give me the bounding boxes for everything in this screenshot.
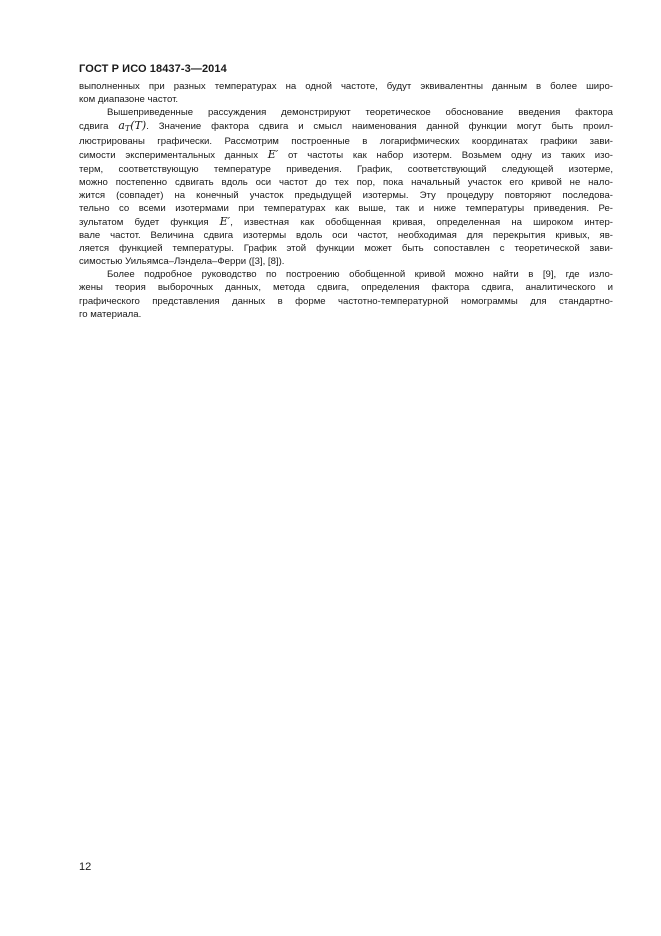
text-line: можно постепенно сдвигать вдоль оси частот до тех пор, пока начальный участок его кривой не нало- (79, 176, 613, 188)
body-text (79, 80, 613, 321)
text-segment: сдвига (79, 121, 119, 133)
text-line (79, 215, 613, 229)
text-line: Вышеприведенные рассуждения демонстрируют теоретическое обоснование введения фактора (107, 107, 613, 119)
paragraph-2 (79, 106, 613, 268)
modulus-symbol: E′ (267, 148, 279, 162)
text-line: симостью Уильямса–Лэндела–Ферри ([3], [8]). (79, 256, 285, 268)
text-line: графического представления данных в форме частотно-температурной номограммы для стандартно- (79, 295, 613, 307)
modulus-symbol: E′ (219, 214, 231, 228)
text-segment: симости экспериментальных данных (79, 150, 268, 162)
text-line: люстрированы графически. Рассмотрим построенные в логарифмических координатах графики зави- (79, 136, 613, 148)
paragraph-3 (79, 268, 613, 320)
text-line: жены теория выборочных данных, метода сдвига, определения фактора сдвига, аналитического и (79, 282, 613, 294)
text-segment: зультатом будет функция (79, 216, 220, 228)
text-line: жится (совпадет) на конечный участок предыдущей изотермы. Эту процедуру повторяют последова- (79, 189, 613, 201)
text-line: ком диапазоне частот. (79, 94, 179, 106)
text-line: ляется функцией температуры. График этой функции может быть сопоставлен с теоретической зави- (79, 243, 613, 255)
document-header: ГОСТ Р ИСО 18437-3—2014 (79, 63, 227, 75)
text-segment: от частоты как набор изотерм. Возьмем одну из таких изо- (278, 150, 613, 162)
text-segment: . Значение фактора сдвига и смысл наименования данной функции могут быть проил- (146, 121, 614, 133)
page-number: 12 (79, 861, 92, 873)
text-line: Более подробное руководство по построению обобщенной кривой можно найти в [9], где изло- (107, 269, 613, 281)
text-line: выполненных при разных температурах на одной частоте, будут эквивалентны данным в более широ- (79, 81, 613, 92)
text-line: вале частот. Величина сдвига изотермы вдоль оси частот, необходимая для перекрытия кривых, яв- (79, 230, 613, 242)
text-line (79, 119, 613, 135)
text-line: терм, соответствующую температуре приведения. График, соответствующий следующей изотерме, (79, 163, 613, 175)
text-segment: , известная как обобщенная кривая, определенная на широком интер- (230, 216, 614, 228)
paragraph-1 (79, 80, 613, 106)
text-line: го материала. (79, 308, 142, 320)
text-line: тельно со всеми изотермами при температурах как выше, так и ниже температуры приведения. Ре- (79, 202, 613, 214)
text-line (79, 148, 613, 162)
shift-factor-formula: $a_T(T)$ (118, 119, 147, 134)
